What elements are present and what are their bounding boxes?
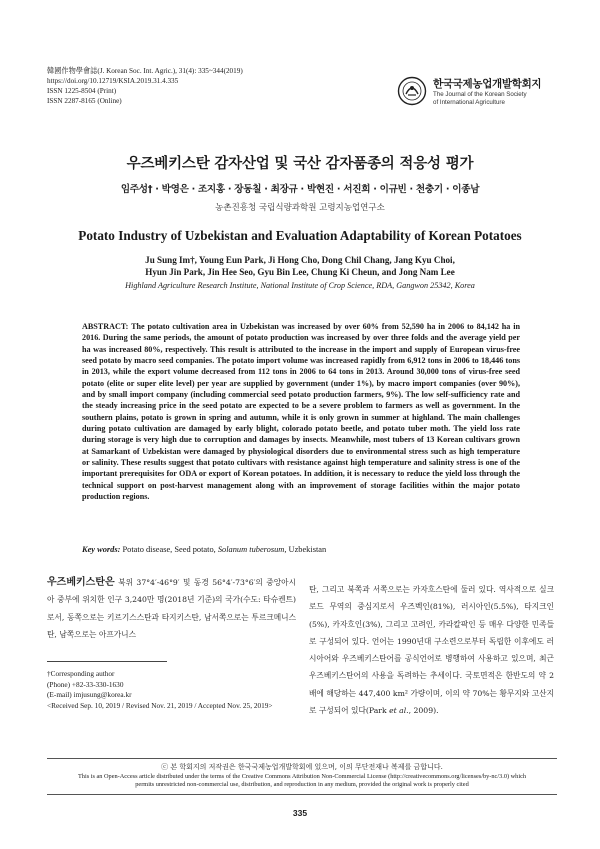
license-korean: ⓒ 본 학회지의 저작권은 한국국제농업개발학회에 있으며, 이의 무단전재나 복제를 금합니다.	[161, 763, 443, 771]
footnote-dates: <Received Sep. 10, 2019 / Revised Nov. 21, 2019 / Accepted Nov. 25, 2019>	[47, 700, 273, 710]
issn-online: ISSN 2287-8165 (Online)	[47, 97, 122, 105]
body-right-italic: et al.	[389, 706, 409, 716]
body-left-text: 북위 37°4′-46°9′ 및 동경 56°4′-73°6′의 중앙아시아 중부에 위치한 인구 3,240만 명(2018년 기준)의 국가(수도: 타슈켄트)로서, 동쪽으로는 키르기스스탄과 타지키스탄, 남서쪽으로는 투르크메니스탄, 남쪽으로는 아프가니스	[47, 578, 296, 639]
society-logo	[397, 74, 557, 116]
affiliation-english: Highland Agriculture Research Institute, National Institute of Crop Science, RDA, Gangwon 25342, Korea	[125, 281, 475, 290]
issn-print: ISSN 1225-8504 (Print)	[47, 87, 117, 95]
keywords-italic: Solanum tuberosum	[217, 545, 285, 554]
journal-header	[47, 66, 557, 124]
citation-line: 韓國作物學會誌(J. Korean Soc. Int. Agric.), 31(4): 335~344(2019)	[47, 67, 243, 75]
keywords	[82, 545, 520, 554]
abstract	[82, 321, 520, 503]
body-right-text-2: , 2009).	[408, 706, 439, 716]
footnote-email[interactable]: (E-mail) imjusung@korea.kr	[47, 690, 132, 700]
authors-english-line2: Hyun Jin Park, Jin Hee Seo, Gyu Bin Lee, Chung Ki Cheun, and Jong Nam Lee	[145, 267, 455, 277]
license-english-line2: permits unrestricted non-commercial use, distribution, and reproduction in any medium, provided the original work is properly cited	[135, 781, 469, 789]
doi-link[interactable]: https://doi.org/10.12719/KSIA.2019.31.4.335	[47, 77, 179, 85]
license-english-line1: This is an Open-Access article distributed under the terms of the Creative Commons Attribution Non-Commercial License (http://creativecommons.org/licenses/by-nc/3.0) which	[77, 773, 527, 780]
society-name-en-line1: The Journal of the Korean Society	[433, 91, 527, 98]
footnote-divider	[47, 661, 167, 662]
society-emblem-icon	[397, 76, 427, 106]
authors-english-line1: Ju Sung Im†, Young Eun Park, Ji Hong Cho, Dong Chil Chang, Jang Kyu Choi,	[145, 255, 455, 265]
title-english: Potato Industry of Uzbekistan and Evaluation Adaptability of Korean Potatoes	[78, 228, 522, 243]
abstract-label: ABSTRACT:	[82, 322, 129, 331]
authors-english	[0, 254, 600, 278]
body-column-right	[309, 581, 554, 719]
society-name-en-line2: of International Agriculture	[433, 99, 505, 106]
abstract-text: The potato cultivation area in Uzbekistan was increased by over 60% from 52,590 ha in 2006 to 84,142 ha in 2016. During the same periods, the amount of potato production was increased by over three folds and the average yield per ha was increased 80%, respectively. This result is attributed to the increase in the import and supply of European virus-free seed potato by macro seed companies. The potato import volume was increased rapidly from 6,912 tons in 2006 to 18,446 tons in 2013, while the export volume decreased from 112 tons in 2006 to 64 tons in 2013. Around 30,000 tons of virus-free seed potato (elite or super elite level) per year are supplied by government (under 1%), by macro import companies (over 90%), and by small import company (including commercial seed potato production farmers, 9%). The low self-sufficiency rate and the steady increasing price in the seed potato are expected to be a severe problem to farmers as well as government. In the southern plains, potato is grown in spring and autumn, while it is only grown in summer at highland. The main challenges during potato cultivation are damaged by early blight, colorado potato beetle, and potato tuber moth. The yield loss rate during storage is very high due to corruption and damages by insects. Meanwhile, most tubers of 13 Korean cultivars grown at Samarkant of Uzbekistan were damaged by physiological disorders due to environmental stress such as high temperature or salinity. These results suggest that potato cultivars with resistance against high temperature and salinity stress is one of the important prerequisites for ODA or export of Korean potatoes. In addition, it is necessary to reduce the yield loss through the technical support on post-harvest management along with an improvement of storage facilities within the major potato production regions.	[82, 322, 520, 502]
footnote-phone: (Phone) +82-33-330-1630	[47, 679, 124, 689]
page-number: 335	[292, 808, 308, 818]
footnote-corresponding: †Corresponding author	[47, 669, 115, 678]
keywords-pre: Potato disease, Seed potato,	[122, 545, 216, 554]
authors-korean: 임주성† · 박영은 · 조지홍 · 장동칠 · 최장규 · 박현진 · 서진희 · 이규빈 · 천충기 · 이종남	[120, 184, 480, 195]
affiliation-korean: 농촌진흥청 국립식량과학원 고령지농업연구소	[215, 203, 385, 213]
society-name-ko: 한국국제농업개발학회지	[433, 78, 542, 90]
keywords-label: Key words:	[82, 545, 121, 554]
footnote	[47, 669, 307, 711]
license-box	[47, 758, 557, 795]
body-column-left	[47, 574, 296, 643]
body-lead-word: 우즈베키스탄은	[47, 577, 115, 588]
keywords-post: , Uzbekistan	[284, 545, 327, 554]
body-right-text-1: 탄, 그리고 북쪽과 서쪽으로는 카자흐스탄에 둘러 있다. 역사적으로 실크로드 무역의 중심지로서 우즈벡인(81%), 러시아인(5.5%), 타지크인(5%), 카자흐인(3%), 그리고 고려인, 카라칼팍인 등 매우 다양한 민족들로 구성되어 있다. 언어는 1990년대 구소련으로부터 독립한 이후에도 러시아어와 우즈베키스탄어를 공식언어로 병행하여 사용하고 있으며, 최근 우즈베키스탄어의 사용을 독려하는 추세이다. 국토면적은 한반도의 약 2배에 해당하는 447,400 km² 가량이며, 이의 약 70%는 황무지와 고산지로 구성되어 있다(Park	[309, 585, 554, 716]
title-korean: 우즈베키스탄 감자산업 및 국산 감자품종의 적응성 평가	[126, 156, 474, 172]
